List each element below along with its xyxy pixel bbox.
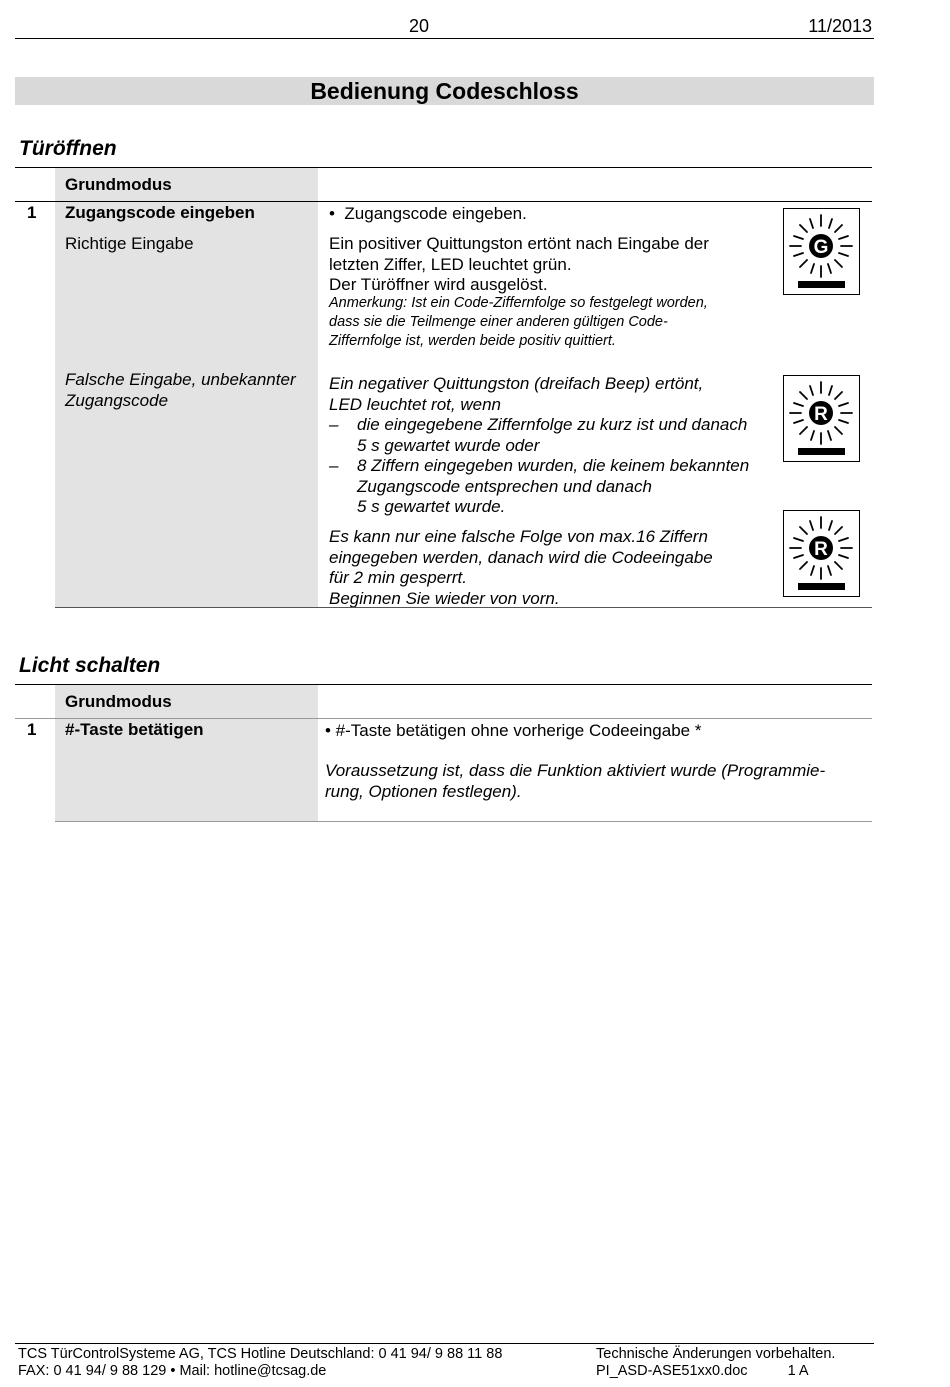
led-green-letter: G	[813, 237, 829, 258]
section2-step-action: • #-Taste betätigen ohne vorherige Codeeingabe *	[325, 721, 702, 740]
dash-line: – 8 Ziffern eingegeben wurden, die keinem bekannten	[357, 456, 750, 475]
case-locked-text	[329, 527, 774, 609]
case-wrong-label-line: Falsche Eingabe, unbekannter	[65, 370, 296, 389]
footer-rule	[15, 1343, 874, 1344]
section1-step-action-text: Zugangscode eingeben.	[344, 204, 527, 223]
note-line: Ziffernfolge ist, werden beide positiv quittiert.	[329, 333, 616, 349]
footer-right	[596, 1346, 866, 1380]
led-red-icon	[783, 510, 860, 597]
case-correct-text	[329, 234, 769, 296]
section1-step-action: • Zugangscode eingeben.	[329, 204, 527, 223]
header-rule	[15, 38, 874, 39]
dash-line: Zugangscode entsprechen und danach	[357, 476, 652, 496]
case-wrong-text	[329, 374, 774, 518]
case-correct-line: letzten Ziffer, LED leuchtet grün.	[329, 254, 572, 274]
page-number: 20	[408, 16, 430, 36]
footer-left	[18, 1346, 502, 1380]
section2-step-number: 1	[27, 720, 37, 739]
led-red-letter: R	[814, 404, 828, 425]
case-locked-line: für 2 min gesperrt.	[329, 568, 467, 587]
case-wrong-intro-line: LED leuchtet rot, wenn	[329, 394, 501, 414]
section2-note-line: Voraussetzung ist, dass die Funktion aktiviert wurde (Programmie-	[325, 761, 826, 780]
case-locked-line: Beginnen Sie wieder von vorn.	[329, 588, 560, 608]
case-wrong-dash-item	[329, 456, 774, 518]
section2-bottom-rule	[55, 821, 872, 822]
case-correct-line: Der Türöffner wird ausgelöst.	[329, 275, 548, 294]
case-correct-label: Richtige Eingabe	[65, 234, 194, 253]
section2-note	[325, 761, 865, 802]
dash-line: 5 s gewartet wurde oder	[357, 435, 540, 455]
section1-header-rule	[15, 201, 872, 202]
led-red-icon	[783, 375, 860, 462]
footer-contact-line: FAX: 0 41 94/ 9 88 129 • Mail: hotline@tcsag.de	[18, 1363, 327, 1379]
dash-line: 5 s gewartet wurde.	[357, 497, 506, 516]
footer-doc-version: 1 A	[787, 1363, 809, 1379]
case-wrong-dash-item	[329, 415, 774, 456]
section2-step-label: #-Taste betätigen	[65, 720, 204, 739]
section1-bottom-rule	[55, 607, 872, 608]
section-heading-tueroeffnen: Türöffnen	[19, 137, 117, 160]
section1-step-label: Zugangscode eingeben	[65, 203, 255, 222]
led-green-icon	[783, 208, 860, 295]
case-wrong-label	[65, 370, 315, 411]
case-wrong-intro-line: Ein negativer Quittungston (dreifach Beep) ertönt,	[329, 374, 704, 393]
case-wrong-label-line: Zugangscode	[65, 390, 169, 410]
footer-company-line: TCS TürControlSysteme AG, TCS Hotline Deutschland: 0 41 94/ 9 88 11 88	[18, 1346, 503, 1362]
case-locked-line: Es kann nur eine falsche Folge von max.16 Ziffern	[329, 527, 708, 546]
footer-disclaimer: Technische Änderungen vorbehalten.	[596, 1346, 836, 1362]
footer-doc-line	[596, 1363, 866, 1380]
note-line: Anmerkung: Ist ein Code-Ziffernfolge so festgelegt worden,	[329, 295, 708, 311]
note-line: dass sie die Teilmenge einer anderen gültigen Code-	[329, 314, 668, 330]
section-heading-licht-schalten: Licht schalten	[19, 654, 161, 677]
section2-table-header: Grundmodus	[65, 692, 172, 711]
document-date: 11/2013	[808, 16, 872, 36]
case-correct-line: Ein positiver Quittungston ertönt nach Eingabe der	[329, 234, 709, 253]
led-red-letter: R	[814, 539, 828, 560]
page-title: Bedienung Codeschloss	[310, 78, 579, 104]
case-locked-line: eingegeben werden, danach wird die Codeeingabe	[329, 547, 713, 567]
section2-header-rule	[15, 718, 872, 719]
footer-doc-name: PI_ASD-ASE51xx0.doc	[596, 1363, 748, 1379]
dash-line: – die eingegebene Ziffernfolge zu kurz ist und danach	[357, 415, 748, 434]
section1-table-header: Grundmodus	[65, 175, 172, 194]
case-correct-note	[329, 294, 769, 351]
section1-step-number: 1	[27, 203, 37, 222]
section2-note-line: rung, Optionen festlegen).	[325, 781, 522, 801]
